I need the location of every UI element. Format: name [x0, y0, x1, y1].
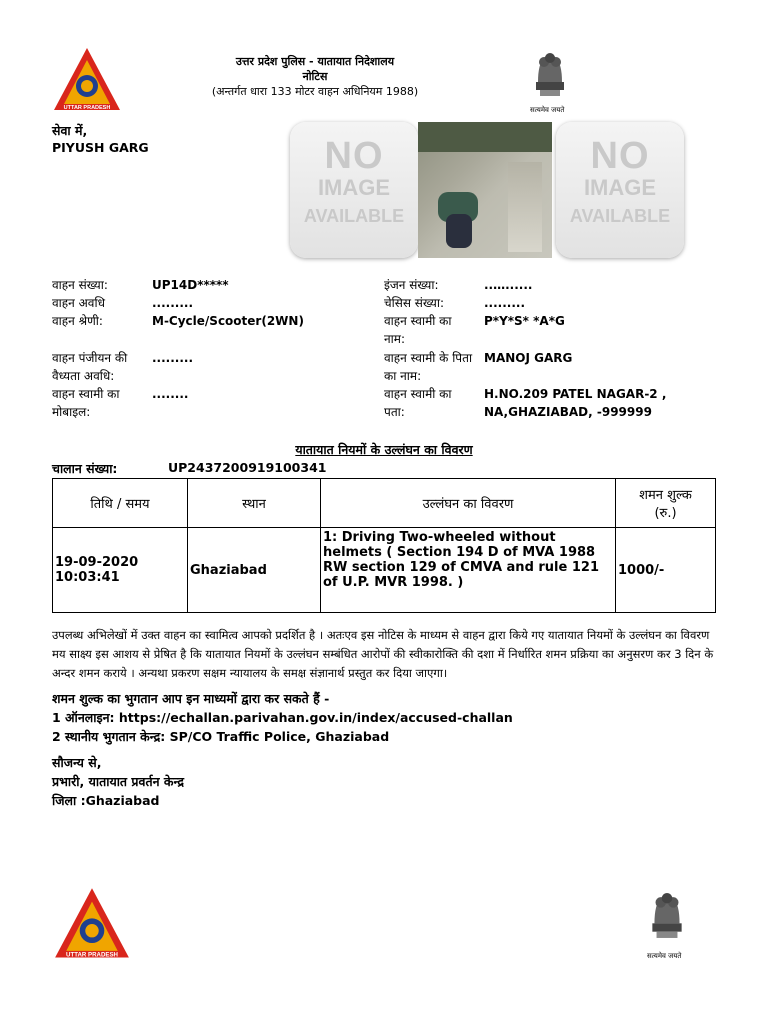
violation-table — [52, 478, 716, 613]
national-emblem-footer — [644, 884, 690, 948]
challan-number: UP2437200919100341 — [168, 460, 327, 475]
signoff-designation: प्रभारी, यातायात प्रवर्तन केन्द्र — [52, 774, 184, 789]
table-row — [53, 528, 716, 613]
row-date-time — [53, 528, 188, 613]
owner-name-label-1: वाहन स्वामी का — [384, 314, 452, 328]
owner-name-value: P*Y*S* *A*G — [484, 314, 565, 328]
payment-local: 2 स्थानीय भुगतान केन्द्र: SP/CO Traffic Police, Ghaziabad — [52, 729, 390, 744]
header-fine-unit: (रु.) — [654, 506, 677, 521]
evidence-photo — [418, 122, 552, 258]
address-label-2: पता: — [384, 405, 405, 419]
owner-mobile-value: ........ — [152, 387, 189, 401]
row-time: 10:03:41 — [55, 570, 120, 585]
address-line-1: H.NO.209 PATEL NAGAR-2 , — [484, 387, 667, 401]
vehicle-reg-value: UP14D***** — [152, 278, 229, 292]
owner-name-label-2: नाम: — [384, 332, 405, 346]
payment-heading: शमन शुल्क का भुगतान आप इन माध्यमों द्वारा कर सकते हैं - — [52, 691, 330, 706]
row-fine: 1000/- — [616, 528, 716, 613]
chassis-label: चेसिस संख्या: — [384, 296, 445, 310]
emblem-caption: सत्यमेव जयते — [530, 106, 565, 114]
signoff-district: जिला :Ghaziabad — [52, 793, 160, 808]
violation-section-title: यातायात नियमों के उल्लंघन का विवरण — [295, 442, 473, 457]
header-title: उत्तर प्रदेश पुलिस - यातायात निदेशालय — [235, 55, 395, 68]
owner-mobile-label-1: वाहन स्वामी का — [52, 387, 120, 401]
engine-value: ..…...... — [484, 278, 533, 292]
reg-validity-label-1: वाहन पंजीयन की — [52, 351, 128, 365]
vehicle-class-value: M-Cycle/Scooter(2WN) — [152, 314, 304, 328]
header-fine — [616, 479, 716, 528]
row-place: Ghaziabad — [188, 528, 321, 613]
payment-online: 1 ऑनलाइन: https://echallan.parivahan.gov.in/index/accused-challan — [52, 710, 513, 725]
salutation: सेवा में, — [52, 123, 88, 138]
father-label-1: वाहन स्वामी के पिता — [384, 351, 473, 365]
signoff-courtesy: सौजन्य से, — [52, 755, 102, 770]
addressee-name: PIYUSH GARG — [52, 140, 149, 155]
vehicle-class-label: वाहन श्रेणी: — [52, 314, 103, 328]
reg-validity-label-2: वैध्यता अवधि: — [52, 369, 115, 383]
header-notice: नोटिस — [302, 70, 328, 83]
owner-mobile-label-2: मोबाइल: — [52, 405, 91, 419]
header-date-time: तिथि / समय — [53, 479, 188, 528]
father-label-2: का नाम: — [384, 369, 422, 383]
national-emblem — [528, 46, 572, 104]
father-name-value: MANOJ GARG — [484, 351, 573, 365]
challan-label: चालान संख्या: — [52, 461, 118, 476]
header-fine-label: शमन शुल्क — [639, 488, 692, 503]
emblem-caption-footer: सत्यमेव जयते — [647, 952, 682, 960]
logo-bottom-text: UTTAR PRADESH — [63, 105, 111, 111]
address-label-1: वाहन स्वामी का — [384, 387, 452, 401]
row-description: 1: Driving Two-wheeled without helmets ( Section 194 D of MVA 1988 RW section 129 of CMVA and rule 121 of U.P. MVR 1998. ) — [321, 528, 616, 613]
traffic-directorate-logo-footer — [52, 886, 132, 962]
address-line-2: NA,GHAZIABAD, -999999 — [484, 405, 652, 419]
header-act: (अन्तर्गत धारा 133 मोटर वाहन अधिनियम 1988) — [211, 85, 419, 98]
row-date: 19-09-2020 — [55, 555, 139, 570]
engine-label: इंजन संख्या: — [384, 278, 439, 292]
notice-paragraph: उपलब्ध अभिलेखों में उक्त वाहन का स्वामित्व आपको प्रदर्शित है । अतःएव इस नोटिस के माध्यम से वाहन द्वारा किये गए यातायात नियमों के उल्लंघन का विवरण मय साक्ष्य इस आशय से प्रेषित है कि यातायात नियमों के उल्लंघन सम्बंधित आरोपों की स्वीकारोक्ति की दशा में निर्धारित शमन प्रक्रिया का अनुसरण कर 3 दिन के अन्दर शमन कराये । अन्यथा प्रकरण सक्षम न्यायालय के समक्ष संज्ञानार्थ प्रस्तुत कर दिया जाएगा। — [52, 628, 714, 680]
chassis-value: ......... — [484, 296, 526, 310]
no-image-placeholder-left: NO IMAGE AVAILABLE — [290, 122, 418, 258]
vehicle-validity-value: ......... — [152, 296, 194, 310]
header-place: स्थान — [188, 479, 321, 528]
reg-validity-value: ......... — [152, 351, 194, 365]
header-description: उल्लंघन का विवरण — [321, 479, 616, 528]
logo-footer-bottom-text: UTTAR PRADESH — [66, 951, 118, 959]
vehicle-validity-label: वाहन अवधि — [52, 296, 105, 310]
no-image-placeholder-right: NO IMAGE AVAILABLE — [556, 122, 684, 258]
traffic-directorate-logo — [52, 46, 122, 114]
vehicle-reg-label: वाहन संख्या: — [52, 278, 108, 292]
